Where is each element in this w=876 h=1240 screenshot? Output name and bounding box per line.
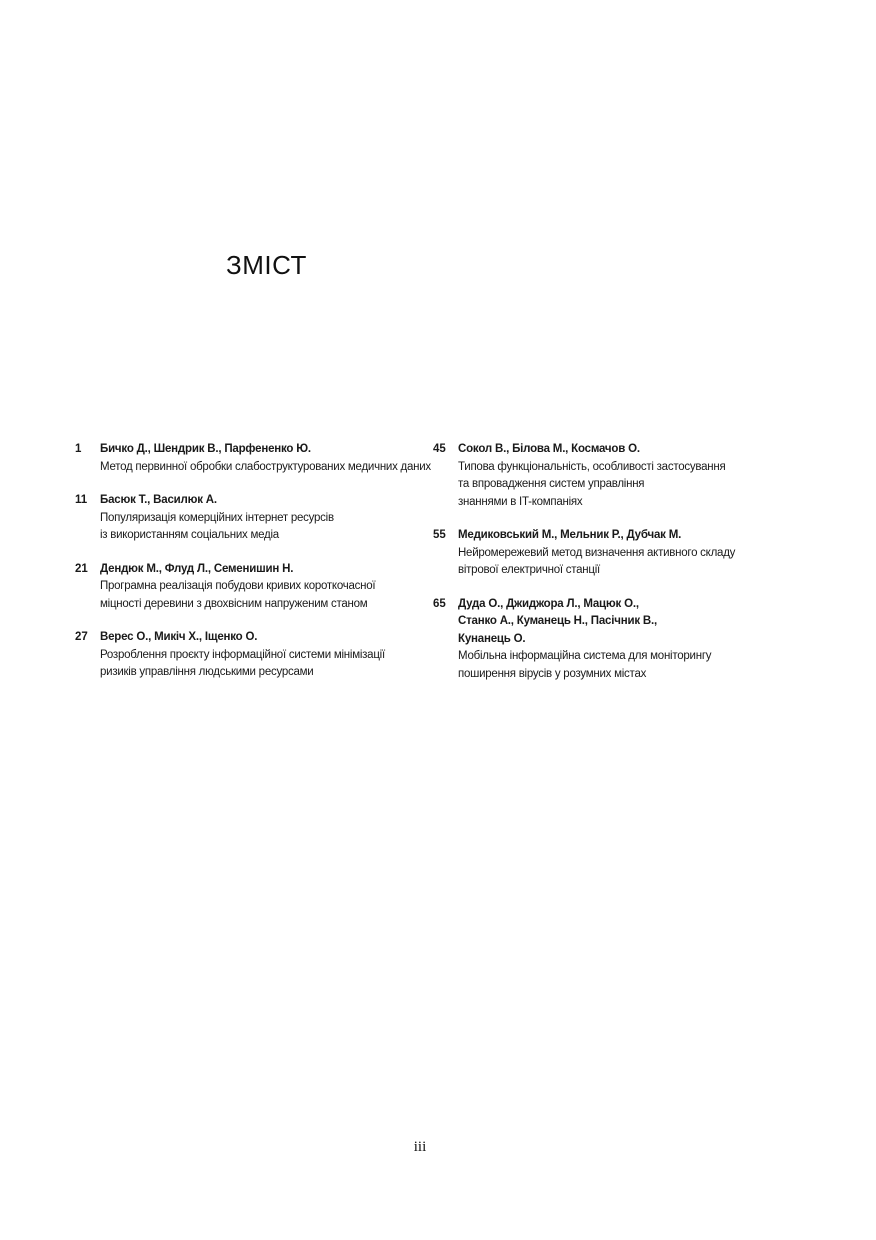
toc-entry-body — [458, 441, 833, 511]
toc-page-number: 45 — [433, 443, 446, 455]
toc-title: Метод первинної обробки слабоструктурованих медичних даних — [100, 460, 431, 473]
toc-title: Популяризація комерційних інтернет ресурсів із використанням соціальних медіа — [100, 511, 334, 541]
toc-authors: Дуда О., Джиджора Л., Мацюк О., Станко А., Куманець Н., Пасічник В., Кунанець О. — [458, 597, 657, 645]
toc-title: Мобільна інформаційна система для моніторингу поширення вірусів у розумних містах — [458, 650, 712, 680]
toc-authors: Медиковський М., Мельник Р., Дубчак М. — [458, 529, 682, 541]
toc-column-left — [75, 441, 455, 698]
toc-entry-body — [458, 527, 833, 580]
toc-authors: Сокол В., Білова М., Космачов О. — [458, 443, 640, 455]
toc-entry[interactable] — [433, 596, 833, 684]
toc-authors: Верес О., Микіч Х., Іщенко О. — [100, 631, 258, 643]
toc-entry[interactable] — [75, 441, 455, 476]
page-title: ЗМІСТ — [226, 250, 307, 280]
toc-page-number: 1 — [75, 443, 82, 455]
toc-page-number: 65 — [433, 597, 446, 610]
toc-column-right — [433, 441, 833, 699]
toc-entry-body — [458, 596, 833, 684]
toc-entry[interactable] — [75, 561, 455, 614]
toc-authors: Дендюк М., Флуд Л., Семенишин Н. — [100, 562, 294, 575]
toc-title: Типова функціональність, особливості застосування та впровадження систем управління знаннями в IT-компаніях — [458, 460, 726, 508]
toc-title: Програмна реалізація побудови кривих короткочасної міцності деревини з двохвісним напруженим станом — [100, 580, 376, 610]
toc-entry-body — [100, 441, 455, 476]
toc-page-number: 27 — [75, 631, 88, 643]
toc-entry-body — [100, 492, 455, 545]
toc-entry-body — [100, 629, 455, 682]
toc-title: Розроблення проєкту інформаційної системи мінімізації ризиків управління людськими ресурсами — [100, 648, 385, 678]
toc-title: Нейромережевий метод визначення активного складу вітрової електричної станції — [458, 546, 736, 576]
toc-entry-body — [100, 561, 455, 614]
toc-page-number: 55 — [433, 529, 446, 541]
toc-entry[interactable] — [75, 492, 455, 545]
toc-entry[interactable] — [433, 441, 833, 511]
page-number: iii — [413, 1139, 427, 1155]
toc-authors: Басюк Т., Василюк А. — [100, 494, 217, 506]
toc-entry[interactable] — [75, 629, 455, 682]
toc-authors: Бичко Д., Шендрик В., Парфененко Ю. — [100, 443, 311, 455]
toc-page-number: 11 — [75, 494, 88, 506]
toc-page-number: 21 — [75, 562, 88, 575]
toc-entry[interactable] — [433, 527, 833, 580]
